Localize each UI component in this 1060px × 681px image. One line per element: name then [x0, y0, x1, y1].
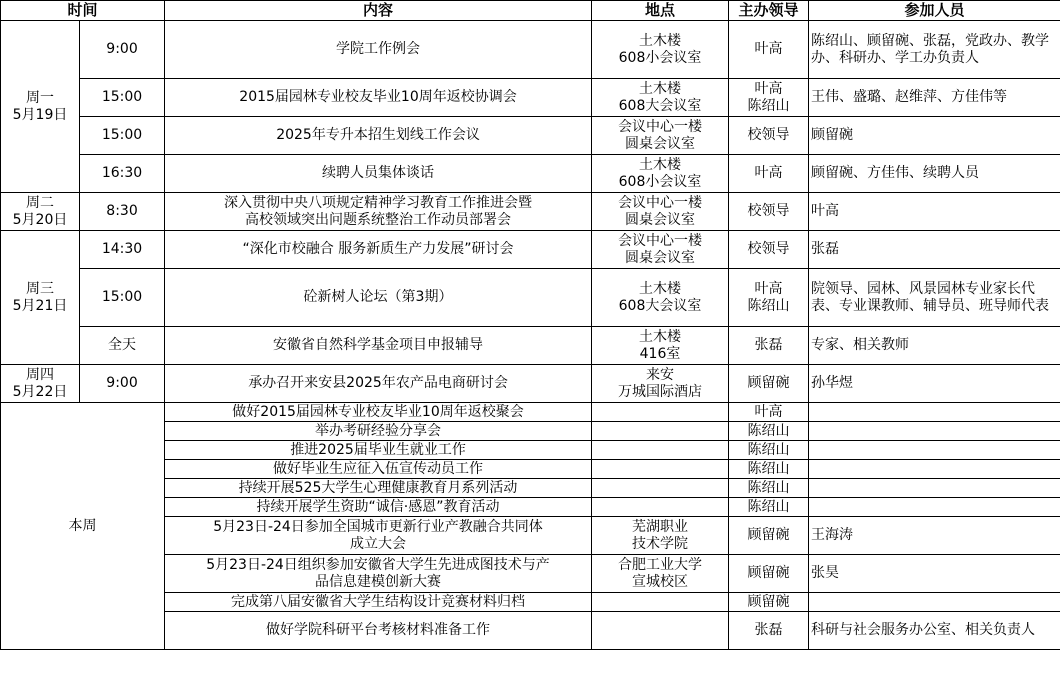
header-time: 时间	[1, 1, 165, 21]
location-cell	[592, 441, 729, 460]
location-line: 技术学院	[632, 535, 689, 552]
leader-cell: 顾留碗	[729, 517, 809, 555]
location-cell	[592, 555, 729, 593]
leader-line: 叶高	[754, 280, 783, 297]
location-line: 圆桌会议室	[625, 135, 696, 152]
header-leader: 主办领导	[729, 1, 809, 21]
location-line: 会议中心一楼	[618, 118, 703, 135]
time-cell: 14:30	[80, 231, 165, 269]
time-cell: 9:00	[80, 21, 165, 79]
table-row	[1, 231, 1060, 269]
day-name: 周三	[26, 280, 54, 297]
day-date: 5月22日	[12, 383, 68, 400]
header-location: 地点	[592, 1, 729, 21]
content-cell	[165, 517, 592, 555]
content-line: 高校领域突出问题系统整治工作动员部署会	[245, 211, 512, 228]
participants-cell	[809, 479, 1060, 498]
location-line: 608小会议室	[618, 173, 702, 190]
location-line: 土木楼	[639, 280, 682, 297]
content-cell: 续聘人员集体谈话	[165, 155, 592, 193]
content-cell: 举办考研经验分享会	[165, 422, 592, 441]
leader-cell: 顾留碗	[729, 593, 809, 612]
participants-cell: 顾留碗、方佳伟、续聘人员	[809, 155, 1060, 193]
location-line: 608小会议室	[618, 49, 702, 66]
location-line: 来安	[646, 366, 675, 383]
leader-cell: 校领导	[729, 231, 809, 269]
day-date: 5月21日	[12, 297, 68, 314]
day-name: 周一	[26, 89, 54, 106]
content-line: 成立大会	[350, 535, 407, 552]
content-cell: 持续开展学生资助“诚信·感恩”教育活动	[165, 498, 592, 517]
content-cell: 学院工作例会	[165, 21, 592, 79]
header-content: 内容	[165, 1, 592, 21]
leader-line: 叶高	[754, 80, 783, 97]
leader-cell	[729, 269, 809, 327]
location-cell	[592, 193, 729, 231]
location-cell	[592, 612, 729, 650]
content-cell: 做好学院科研平台考核材料准备工作	[165, 612, 592, 650]
day-cell	[1, 231, 80, 365]
participants-cell: 专家、相关教师	[809, 327, 1060, 365]
day-cell	[1, 21, 80, 193]
participants-cell: 科研与社会服务办公室、相关负责人	[809, 612, 1060, 650]
participants-cell	[809, 422, 1060, 441]
day-date: 5月20日	[12, 211, 68, 228]
location-line: 宣城校区	[632, 573, 689, 590]
location-line: 会议中心一楼	[618, 194, 703, 211]
content-cell: 完成第八届安徽省大学生结构设计竞赛材料归档	[165, 593, 592, 612]
location-line: 土木楼	[639, 156, 682, 173]
day-cell	[1, 193, 80, 231]
location-cell	[592, 498, 729, 517]
participants-cell: 孙华煜	[809, 365, 1060, 403]
content-line: 深入贯彻中央八项规定精神学习教育工作推进会暨	[224, 194, 533, 211]
participants-cell	[809, 593, 1060, 612]
location-line: 圆桌会议室	[625, 211, 696, 228]
location-cell	[592, 365, 729, 403]
day-cell	[1, 365, 80, 403]
content-cell: 做好毕业生应征入伍宣传动员工作	[165, 460, 592, 479]
location-line: 土木楼	[639, 32, 682, 49]
leader-cell	[729, 79, 809, 117]
participants-cell: 张昊	[809, 555, 1060, 593]
time-cell: 15:00	[80, 79, 165, 117]
table-row	[1, 79, 1060, 117]
participants-cell: 张磊	[809, 231, 1060, 269]
content-cell: “深化市校融合 服务新质生产力发展”研讨会	[165, 231, 592, 269]
content-cell: 承办召开来安县2025年农产品电商研讨会	[165, 365, 592, 403]
leader-cell: 顾留碗	[729, 365, 809, 403]
table-row	[1, 155, 1060, 193]
location-line: 芜湖职业	[632, 518, 689, 535]
table-row	[1, 193, 1060, 231]
participants-cell: 顾留碗	[809, 117, 1060, 155]
location-line: 608大会议室	[618, 97, 702, 114]
table-row	[1, 269, 1060, 327]
location-cell	[592, 403, 729, 422]
participants-cell	[809, 460, 1060, 479]
time-cell: 8:30	[80, 193, 165, 231]
location-cell	[592, 460, 729, 479]
location-line: 万城国际酒店	[618, 383, 703, 400]
leader-cell: 叶高	[729, 21, 809, 79]
participants-cell: 王伟、盛璐、赵维萍、方佳伟等	[809, 79, 1060, 117]
location-cell	[592, 21, 729, 79]
location-cell	[592, 269, 729, 327]
leader-cell: 陈绍山	[729, 441, 809, 460]
leader-line: 陈绍山	[747, 97, 790, 114]
location-cell	[592, 479, 729, 498]
week-row	[1, 403, 1060, 422]
leader-line: 陈绍山	[747, 297, 790, 314]
participants-cell: 叶高	[809, 193, 1060, 231]
leader-cell: 陈绍山	[729, 479, 809, 498]
table-row	[1, 21, 1060, 79]
location-line: 608大会议室	[618, 297, 702, 314]
leader-cell: 陈绍山	[729, 498, 809, 517]
content-cell: 2015届园林专业校友毕业10周年返校协调会	[165, 79, 592, 117]
leader-cell: 校领导	[729, 117, 809, 155]
leader-cell: 陈绍山	[729, 422, 809, 441]
leader-cell: 张磊	[729, 612, 809, 650]
leader-cell: 顾留碗	[729, 555, 809, 593]
time-cell: 全天	[80, 327, 165, 365]
table-row	[1, 365, 1060, 403]
participants-cell: 院领导、园林、风景园林专业家长代表、专业课教师、辅导员、班导师代表	[809, 269, 1060, 327]
content-cell: 2025年专升本招生划线工作会议	[165, 117, 592, 155]
location-cell	[592, 117, 729, 155]
participants-cell	[809, 498, 1060, 517]
day-name: 周二	[26, 194, 54, 211]
participants-cell: 陈绍山、顾留碗、张磊，党政办、教学办、科研办、学工办负责人	[809, 21, 1060, 79]
participants-cell	[809, 441, 1060, 460]
location-line: 土木楼	[639, 80, 682, 97]
location-line: 土木楼	[639, 328, 682, 345]
leader-cell: 叶高	[729, 155, 809, 193]
location-cell	[592, 231, 729, 269]
content-cell	[165, 193, 592, 231]
location-line: 416室	[639, 345, 681, 362]
content-line: 品信息建模创新大赛	[315, 573, 442, 590]
time-cell: 15:00	[80, 117, 165, 155]
time-cell: 9:00	[80, 365, 165, 403]
location-cell	[592, 155, 729, 193]
time-cell: 15:00	[80, 269, 165, 327]
week-label-cell: 本周	[1, 403, 165, 650]
leader-cell: 叶高	[729, 403, 809, 422]
day-date: 5月19日	[12, 106, 68, 123]
location-cell	[592, 327, 729, 365]
location-cell	[592, 517, 729, 555]
leader-cell: 校领导	[729, 193, 809, 231]
location-cell	[592, 79, 729, 117]
time-cell: 16:30	[80, 155, 165, 193]
content-cell: 安徽省自然科学基金项目申报辅导	[165, 327, 592, 365]
content-cell: 做好2015届园林专业校友毕业10周年返校聚会	[165, 403, 592, 422]
table-row	[1, 117, 1060, 155]
participants-cell	[809, 403, 1060, 422]
location-line: 会议中心一楼	[618, 232, 703, 249]
content-cell: 持续开展525大学生心理健康教育月系列活动	[165, 479, 592, 498]
location-line: 合肥工业大学	[618, 556, 703, 573]
content-cell	[165, 555, 592, 593]
header-participants: 参加人员	[809, 1, 1060, 21]
leader-cell: 张磊	[729, 327, 809, 365]
content-line: 5月23日-24日组织参加安徽省大学生先进成图技术与产	[206, 556, 550, 573]
header-row	[1, 1, 1060, 21]
location-line: 圆桌会议室	[625, 249, 696, 266]
location-cell	[592, 422, 729, 441]
content-cell: 砼新树人论坛（第3期）	[165, 269, 592, 327]
day-name: 周四	[26, 366, 54, 383]
leader-cell: 陈绍山	[729, 460, 809, 479]
table-row	[1, 327, 1060, 365]
content-cell: 推进2025届毕业生就业工作	[165, 441, 592, 460]
content-line: 5月23日-24日参加全国城市更新行业产教融合共同体	[213, 518, 543, 535]
location-cell	[592, 593, 729, 612]
participants-cell: 王海涛	[809, 517, 1060, 555]
